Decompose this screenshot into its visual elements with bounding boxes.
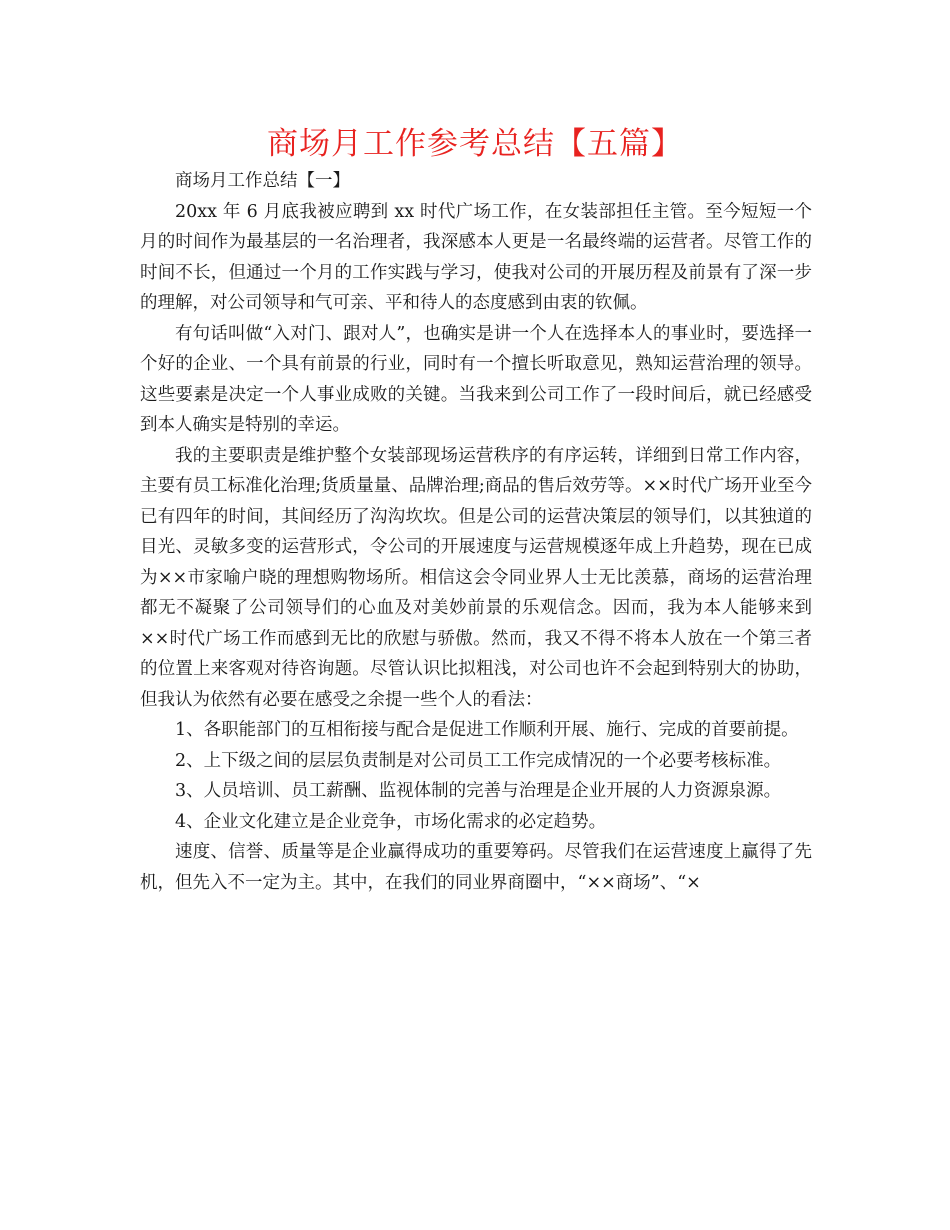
- paragraph: 我的主要职责是维护整个女装部现场运营秩序的有序运转，详细到日常工作内容，主要有员工标准化治理;货质量量、品牌治理;商品的售后效劳等。××时代广场开业至今已有四年的时间，其间经历了沟沟坎坎。但是公司的运营决策层的领导们，以其独道的目光、灵敏多变的运营形式，令公司的开展速度与运营规模逐年成上升趋势，现在已成为××市家喻户晓的理想购物场所。相信这会令同业界人士无比羡慕，商场的运营治理都无不凝聚了公司领导们的心血及对美妙前景的乐观信念。因而，我为本人能够来到××时代广场工作而感到无比的欣慰与骄傲。然而，我又不得不将本人放在一个第三者的位置上来客观对待咨询题。尽管认识比拟粗浅，对公司也许不会起到特别大的协助，但我认为依然有必要在感受之余提一些个人的看法：: [140, 445, 812, 710]
- list-item: 2、上下级之间的层层负责制是对公司员工工作完成情况的一个必要考核标准。: [175, 750, 782, 771]
- list-item: 1、各职能部门的互相衔接与配合是促进工作顺利开展、施行、完成的首要前提。: [175, 720, 799, 740]
- list-item: 4、企业文化建立是企业竞争，市场化需求的必定趋势。: [175, 811, 607, 832]
- paragraph: 有句话叫做“入对门、跟对人”，也确实是讲一个人在选择本人的事业时，要选择一个好的企业、一个具有前景的行业，同时有一个擅长听取意见，熟知运营治理的领导。这些要素是决定一个人事业成败的关键。当我来到公司工作了一段时间后，就已经感受到本人确实是特别的幸运。: [140, 323, 812, 435]
- document-body: [140, 166, 812, 898]
- paragraph: 速度、信誉、质量等是企业赢得成功的重要筹码。尽管我们在运营速度上赢得了先机，但先入不一定为主。其中，在我们的同业界商圈中，“××商场”、“×: [140, 842, 812, 893]
- section-heading: 商场月工作总结【一】: [175, 171, 350, 191]
- document-title: 商场月工作参考总结【五篇】: [267, 126, 683, 162]
- list-item: 3、人员培训、员工薪酬、监视体制的完善与治理是企业开展的人力资源泉源。: [175, 781, 782, 801]
- paragraph: 20xx 年 6 月底我被应聘到 xx 时代广场工作，在女装部担任主管。至今短短一个月的时间作为最基层的一名治理者，我深感本人更是一名最终端的运营者。尽管工作的时间不长，但通过一个月的工作实践与学习，使我对公司的开展历程及前景有了深一步的理解，对公司领导和气可亲、平和待人的态度感到由衷的钦佩。: [140, 201, 812, 313]
